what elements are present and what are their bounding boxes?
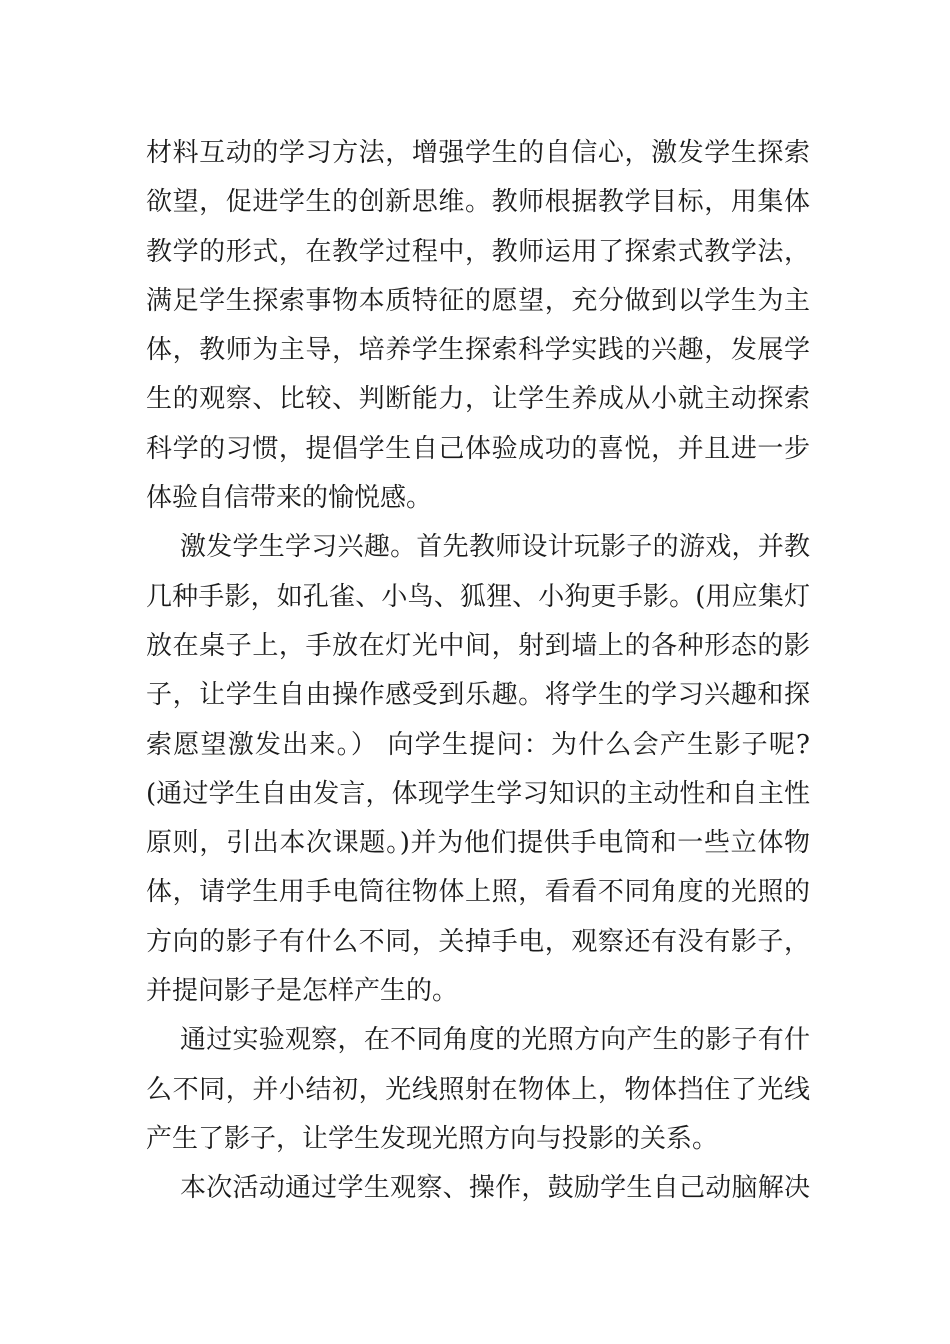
text-line: 满足学生探索事物本质特征的愿望，充分做到以学生为主: [146, 285, 810, 316]
text-line: 几种手影，如孔雀、小鸟、狐狸、小狗更手影。(用应集灯: [146, 581, 810, 612]
text-line: 激发学生学习兴趣。首先教师设计玩影子的游戏，并教: [180, 532, 810, 563]
text-line: 教学的形式，在教学过程中，教师运用了探索式教学法，: [146, 236, 810, 267]
text-line: 通过实验观察，在不同角度的光照方向产生的影子有什: [180, 1025, 810, 1056]
text-line: 材料互动的学习方法，增强学生的自信心，激发学生探索: [146, 138, 810, 168]
document-body: [146, 129, 810, 1214]
text-line: 体，请学生用手电筒往物体上照，看看不同角度的光照的: [146, 877, 810, 908]
text-line: 本次活动通过学生观察、操作，鼓励学生自己动脑解决: [180, 1173, 810, 1204]
text-line: 么不同，并小结初，光线照射在物体上，物体挡住了光线: [146, 1074, 810, 1105]
text-line: 并提问影子是怎样产生的。: [146, 976, 459, 1007]
text-line: (通过学生自由发言，体现学生学习知识的主动性和自主性: [146, 778, 810, 809]
text-line: 生的观察、比较、判断能力，让学生养成从小就主动探索: [146, 384, 810, 415]
text-line: 体，教师为主导，培养学生探索科学实践的兴趣，发展学: [146, 335, 810, 366]
paragraph-3: [146, 1016, 810, 1164]
text-line: 欲望，促进学生的创新思维。教师根据教学目标，用集体: [146, 187, 810, 218]
text-line: 体验自信带来的愉悦感。: [146, 483, 433, 514]
paragraph-1: [146, 129, 810, 523]
paragraph-4: [146, 1164, 810, 1213]
text-line: 子，让学生自由操作感受到乐趣。将学生的学习兴趣和探: [146, 680, 810, 711]
text-line: 索愿望激发出来。） 向学生提问：为什么会产生影子呢?: [146, 729, 810, 760]
paragraph-2: [146, 523, 810, 1016]
text-line: 原则，引出本次课题。)并为他们提供手电筒和一些立体物: [146, 828, 810, 859]
text-line: 方向的影子有什么不同，关掉手电，观察还有没有影子，: [146, 926, 810, 957]
text-line: 科学的习惯，提倡学生自己体验成功的喜悦，并且进一步: [146, 433, 810, 464]
text-line: 产生了影子，让学生发现光照方向与投影的关系。: [146, 1123, 719, 1154]
text-line: 放在桌子上，手放在灯光中间，射到墙上的各种形态的影: [146, 630, 810, 661]
